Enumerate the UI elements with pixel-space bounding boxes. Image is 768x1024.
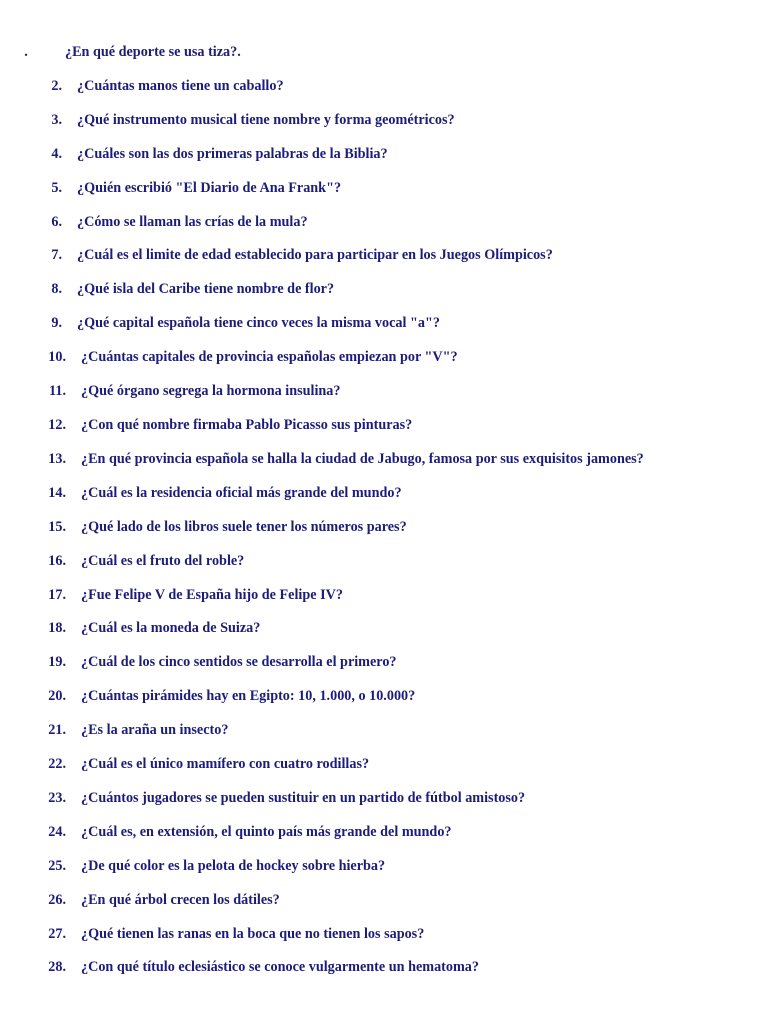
question-item	[0, 585, 768, 619]
question-item	[0, 347, 768, 381]
question-text: ¿Cuál es el limite de edad establecido para participar en los Juegos Olímpicos?	[77, 247, 553, 264]
question-number: 5.	[51, 179, 62, 196]
question-text: ¿Cuál es, en extensión, el quinto país más grande del mundo?	[81, 823, 452, 840]
question-text: ¿Fue Felipe V de España hijo de Felipe IV?	[81, 586, 343, 603]
question-number: 21.	[48, 722, 66, 739]
question-item	[0, 212, 768, 246]
question-number: 12.	[48, 416, 66, 433]
question-text: ¿Cuál es la residencia oficial más grande del mundo?	[81, 484, 402, 501]
question-number: 16.	[48, 552, 66, 569]
question-number: 13.	[48, 450, 66, 467]
question-number: 25.	[48, 857, 66, 874]
question-item	[0, 313, 768, 347]
question-item	[0, 110, 768, 144]
question-number: 26.	[48, 891, 66, 908]
question-text: ¿Cuántas capitales de provincia españolas empiezan por "V"?	[81, 349, 458, 366]
question-number: 27.	[48, 925, 66, 942]
question-text: ¿Qué capital española tiene cinco veces la misma vocal "a"?	[77, 315, 440, 332]
question-text: ¿Cuál es la moneda de Suiza?	[81, 620, 261, 637]
question-text: ¿De qué color es la pelota de hockey sobre hierba?	[81, 857, 386, 874]
question-number: .	[24, 44, 28, 60]
question-text: ¿Qué órgano segrega la hormona insulina?	[81, 383, 341, 400]
question-text: ¿Cuántas manos tiene un caballo?	[77, 77, 284, 94]
question-item	[0, 822, 768, 856]
question-number: 22.	[48, 756, 66, 773]
question-item	[0, 415, 768, 449]
question-item	[0, 788, 768, 822]
question-item	[0, 178, 768, 212]
question-list	[0, 42, 768, 991]
question-number: 14.	[48, 484, 66, 501]
question-number: 7.	[51, 247, 62, 264]
question-text: ¿Cuál es el fruto del roble?	[81, 552, 245, 569]
question-item	[0, 144, 768, 178]
question-number: 9.	[51, 315, 62, 332]
question-text: ¿Qué isla del Caribe tiene nombre de flor?	[77, 281, 335, 298]
question-number: 10.	[48, 349, 66, 366]
question-number: 23.	[48, 789, 66, 806]
question-number: 15.	[48, 518, 66, 535]
question-number: 3.	[51, 111, 62, 128]
question-text: ¿Con qué título eclesiástico se conoce vulgarmente un hematoma?	[81, 959, 479, 976]
question-text: ¿Cuántos jugadores se pueden sustituir en un partido de fútbol amistoso?	[81, 789, 526, 806]
question-number: 17.	[48, 586, 66, 603]
question-text: ¿Qué lado de los libros suele tener los números pares?	[81, 518, 407, 535]
question-text: ¿Quién escribió "El Diario de Ana Frank"?	[77, 179, 342, 196]
question-item	[0, 652, 768, 686]
question-item	[0, 245, 768, 279]
question-item	[0, 551, 768, 585]
question-number: 11.	[49, 383, 66, 400]
question-number: 24.	[48, 823, 66, 840]
question-number: 18.	[48, 620, 66, 637]
question-item	[0, 483, 768, 517]
question-text: ¿Con qué nombre firmaba Pablo Picasso sus pinturas?	[81, 416, 413, 433]
question-item	[0, 856, 768, 890]
question-text: ¿Qué tienen las ranas en la boca que no tienen los sapos?	[81, 925, 425, 942]
question-item	[0, 76, 768, 110]
question-item	[0, 279, 768, 313]
question-number: 20.	[48, 688, 66, 705]
question-item	[0, 517, 768, 551]
question-number: 2.	[51, 77, 62, 94]
question-text: ¿Qué instrumento musical tiene nombre y forma geométricos?	[77, 111, 455, 128]
question-item	[0, 686, 768, 720]
question-item	[0, 381, 768, 415]
question-text: ¿Cuál de los cinco sentidos se desarrolla el primero?	[81, 654, 397, 671]
question-item	[0, 924, 768, 958]
question-item	[0, 754, 768, 788]
question-text: ¿Cuáles son las dos primeras palabras de la Biblia?	[77, 145, 388, 162]
question-text: ¿En qué deporte se usa tiza?.	[65, 44, 241, 60]
question-text: ¿En qué árbol crecen los dátiles?	[81, 891, 280, 908]
question-number: 4.	[51, 145, 62, 162]
question-item	[0, 720, 768, 754]
question-text: ¿Cómo se llaman las crías de la mula?	[77, 213, 308, 230]
question-number: 8.	[51, 281, 62, 298]
question-item	[0, 449, 768, 483]
question-item	[0, 618, 768, 652]
question-number: 19.	[48, 654, 66, 671]
question-number: 28.	[48, 959, 66, 976]
question-text: ¿Cuántas pirámides hay en Egipto: 10, 1.000, o 10.000?	[81, 688, 416, 705]
question-number: 6.	[51, 213, 62, 230]
question-text: ¿Es la araña un insecto?	[81, 722, 229, 739]
question-item	[0, 957, 768, 991]
question-text: ¿Cuál es el único mamífero con cuatro rodillas?	[81, 756, 370, 773]
question-text: ¿En qué provincia española se halla la ciudad de Jabugo, famosa por sus exquisitos jamones?	[81, 450, 644, 467]
question-item	[0, 890, 768, 924]
question-item	[0, 42, 768, 76]
